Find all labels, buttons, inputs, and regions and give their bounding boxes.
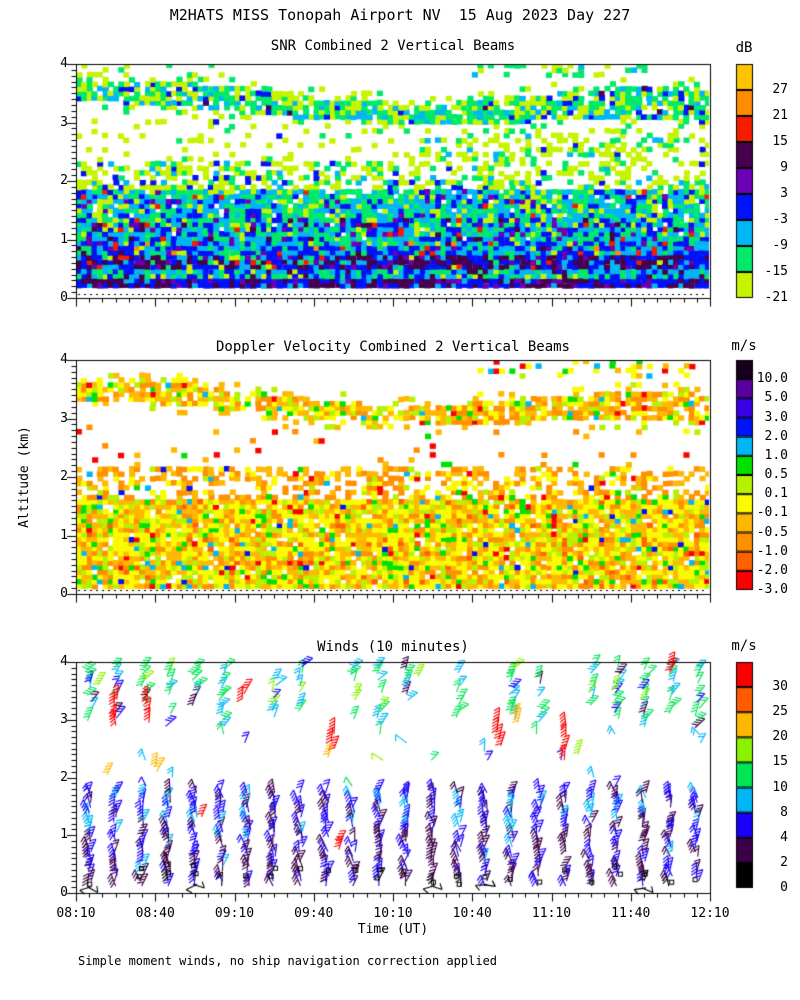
colorbar-tick-label: 10 — [772, 779, 788, 795]
y-tick-label: 2 — [60, 173, 68, 188]
colorbar-tick-label: 15 — [772, 134, 788, 149]
colorbar-tick-label: 2.0 — [764, 428, 788, 444]
colorbar-tick-label: 9 — [780, 160, 788, 175]
panel-snr-title: SNR Combined 2 Vertical Beams — [270, 38, 516, 54]
colorbar-tick-label: -0.5 — [756, 524, 788, 540]
figure-title: M2HATS MISS Tonopah Airport NV 15 Aug 2023 Day 227 — [169, 6, 631, 24]
colorbar-tick-label: -2.0 — [756, 562, 788, 578]
colorbar-tick-label: 15 — [772, 754, 788, 770]
colorbar-tick-label: 2 — [780, 854, 788, 870]
x-tick-label: 09:40 — [294, 906, 334, 921]
y-tick-label: 0 — [60, 586, 68, 601]
y-tick-label: 4 — [60, 56, 68, 71]
y-tick-label: 2 — [60, 469, 68, 484]
colorbar-tick-label: 10.0 — [756, 371, 788, 387]
colorbar-tick-label: 0.1 — [764, 486, 788, 502]
y-tick-label: 4 — [60, 654, 68, 669]
colorbar-tick-label: 21 — [772, 108, 788, 123]
y-tick-label: 3 — [60, 410, 68, 426]
y-axis-label: Altitude (km) — [16, 426, 32, 528]
y-tick-label: 0 — [60, 290, 68, 305]
y-tick-label: 4 — [60, 352, 68, 367]
panel-winds-title: Winds (10 minutes) — [317, 639, 469, 655]
colorbar-tick-label: 5.0 — [764, 390, 788, 406]
colorbar-tick-label: 3 — [780, 186, 788, 201]
colorbar-tick-label: 3.0 — [764, 409, 788, 425]
colorbar-tick-label: -0.1 — [756, 505, 788, 521]
x-tick-label: 08:40 — [135, 906, 175, 921]
colorbar-tick-label: 8 — [780, 804, 788, 820]
x-axis-label: Time (UT) — [357, 922, 429, 937]
colorbar-tick-label: -9 — [772, 238, 788, 253]
colorbar-tick-label: 1.0 — [764, 447, 788, 463]
y-tick-label: 3 — [60, 711, 68, 727]
y-tick-label: 3 — [60, 114, 68, 130]
y-tick-label: 2 — [60, 769, 68, 785]
colorbar-tick-label: 0.5 — [764, 467, 788, 482]
x-tick-label: 10:40 — [452, 906, 492, 921]
y-tick-label: 1 — [60, 231, 68, 247]
colorbar-tick-label: 20 — [772, 729, 788, 745]
x-tick-label: 12:10 — [690, 906, 730, 921]
y-tick-label: 1 — [60, 527, 68, 543]
x-tick-label: 08:10 — [56, 906, 96, 921]
x-tick-label: 11:10 — [531, 906, 572, 921]
x-tick-label: 10:10 — [373, 906, 413, 921]
footer-note: Simple moment winds, no ship navigation correction applied — [78, 954, 498, 968]
y-tick-label: 0 — [60, 885, 68, 900]
colorbar-tick-label: 30 — [772, 679, 788, 695]
colorbar-tick-label: -21 — [764, 290, 788, 305]
colorbar-tick-label: -15 — [764, 264, 788, 279]
colorbar-tick-label: -3 — [772, 212, 788, 227]
colorbar-tick-label: -1.0 — [756, 543, 788, 559]
panel-doppler-title: Doppler Velocity Combined 2 Vertical Beams — [215, 339, 570, 355]
colorbar-unit-snr: dB — [735, 40, 753, 56]
x-tick-label: 09:10 — [214, 906, 255, 921]
x-tick-label: 11:40 — [611, 906, 651, 921]
y-tick-label: 1 — [60, 827, 68, 843]
colorbar-tick-label: 4 — [780, 829, 788, 845]
colorbar-tick-label: -3.0 — [756, 582, 788, 597]
colorbar-unit-doppler: m/s — [731, 338, 757, 354]
colorbar-tick-label: 25 — [772, 704, 788, 720]
colorbar-unit-winds: m/s — [731, 638, 757, 654]
colorbar-tick-label: 0 — [780, 880, 788, 895]
colorbar-tick-label: 27 — [772, 82, 788, 97]
